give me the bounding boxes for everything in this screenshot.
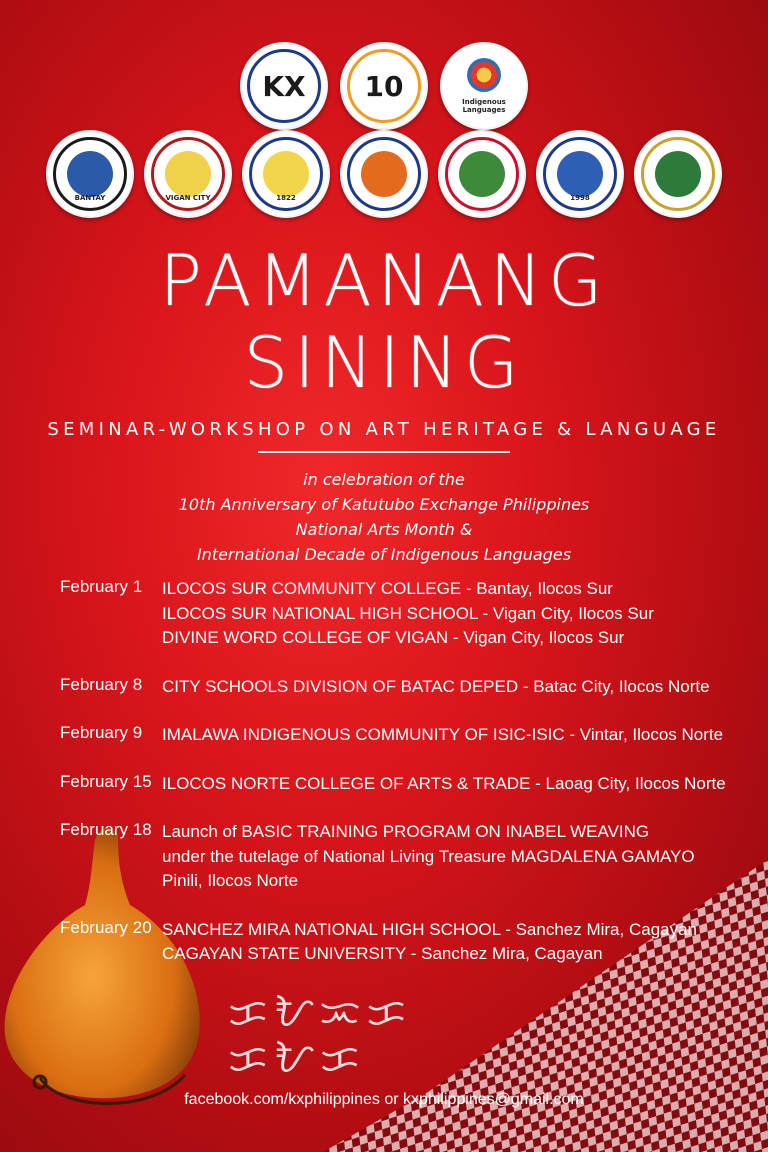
event-line: Launch of BASIC TRAINING PROGRAM ON INABEL WEAVING: [162, 822, 650, 841]
event-date: February 20: [60, 917, 152, 937]
event-item: [60, 723, 750, 748]
contact-footer[interactable]: facebook.com/kxphilippines or kxphilippines@gmail.com: [184, 1091, 584, 1108]
event-date: February 8: [60, 674, 143, 694]
kx-logo: [240, 42, 328, 130]
celebration-line: National Arts Month &: [295, 520, 473, 539]
event-schedule: [60, 577, 750, 967]
cagayan-state-university-seal: [634, 130, 722, 218]
event-item: [60, 820, 750, 894]
event-date: February 15: [60, 771, 152, 791]
divider: [258, 451, 510, 453]
celebration-text: [0, 467, 768, 567]
event-line: CITY SCHOOLS DIVISION OF BATAC DEPED - Batac City, Ilocos Norte: [162, 676, 710, 696]
script-line-1: ᜃᜀᜁᜃ: [228, 990, 412, 1036]
event-line: ILOCOS SUR NATIONAL HIGH SCHOOL - Vigan City, Ilocos Sur: [162, 603, 654, 623]
event-line: ILOCOS SUR COMMUNITY COLLEGE - Bantay, Ilocos Sur: [162, 579, 613, 598]
event-details: [162, 772, 726, 797]
event-line: ILOCOS NORTE COLLEGE OF ARTS & TRADE - Laoag City, Ilocos Norte: [162, 773, 726, 793]
event-item: [60, 577, 750, 651]
celebration-line: 10th Anniversary of Katutubo Exchange Philippines: [178, 495, 590, 514]
event-details: [162, 675, 710, 700]
event-date: February 9: [60, 723, 143, 742]
sanchez-mira-national-high-school-seal: [536, 130, 624, 218]
seal-caption: BANTAY: [74, 194, 106, 202]
event-item: [60, 772, 750, 797]
indigenous-languages-logo: [440, 42, 528, 130]
seal-caption: 1998: [570, 194, 590, 202]
event-details: [162, 723, 723, 748]
katutubo-exchange-10-logo: [340, 42, 428, 130]
script-line-2: ᜃᜀᜃ: [228, 1036, 366, 1082]
event-details: [162, 820, 695, 894]
event-line: Pinili, Ilocos Norte: [162, 871, 299, 890]
ten-years-text: 10: [364, 69, 404, 103]
title-line-1: PAMANANG: [159, 240, 609, 322]
ilocos-sur-community-college-seal: [46, 130, 134, 218]
divine-word-college-of-vigan-seal: [242, 130, 330, 218]
school-seals-row: [0, 130, 768, 218]
ilocos-sur-national-high-school-seal: [144, 130, 232, 218]
event-item: [60, 675, 750, 700]
partner-logos-top: [0, 42, 768, 130]
subtitle: SEMINAR-WORKSHOP ON ART HERITAGE & LANGUAGE: [47, 419, 721, 440]
event-line: under the tutelage of National Living Treasure MAGDALENA GAMAYO: [162, 846, 695, 866]
event-line: DIVINE WORD COLLEGE OF VIGAN - Vigan City, Ilocos Sur: [162, 628, 625, 647]
pagbag-ng-vintar-seal: [438, 130, 526, 218]
title-line-2: SINING: [243, 322, 525, 404]
seal-caption: 1822: [276, 194, 296, 202]
event-item: [60, 918, 750, 967]
event-line: CAGAYAN STATE UNIVERSITY - Sanchez Mira, Cagayan: [162, 944, 603, 963]
event-details: [162, 918, 697, 967]
event-date: February 18: [60, 820, 152, 839]
kx-logo-text: KX: [262, 69, 306, 103]
batac-deped-seal: [340, 130, 428, 218]
event-details: [162, 577, 654, 651]
seal-caption: VIGAN CITY: [165, 194, 211, 202]
celebration-line: in celebration of the: [303, 470, 465, 489]
event-date: February 1: [60, 577, 143, 596]
event-line: SANCHEZ MIRA NATIONAL HIGH SCHOOL - Sanchez Mira, Cagayan: [162, 919, 698, 939]
celebration-line: International Decade of Indigenous Languages: [196, 545, 572, 564]
indigenous-languages-text: Indigenous Languages: [462, 98, 506, 114]
event-line: IMALAWA INDIGENOUS COMMUNITY OF ISIC-ISIC - Vintar, Ilocos Norte: [162, 725, 724, 744]
baybayin-script: [228, 990, 412, 1082]
